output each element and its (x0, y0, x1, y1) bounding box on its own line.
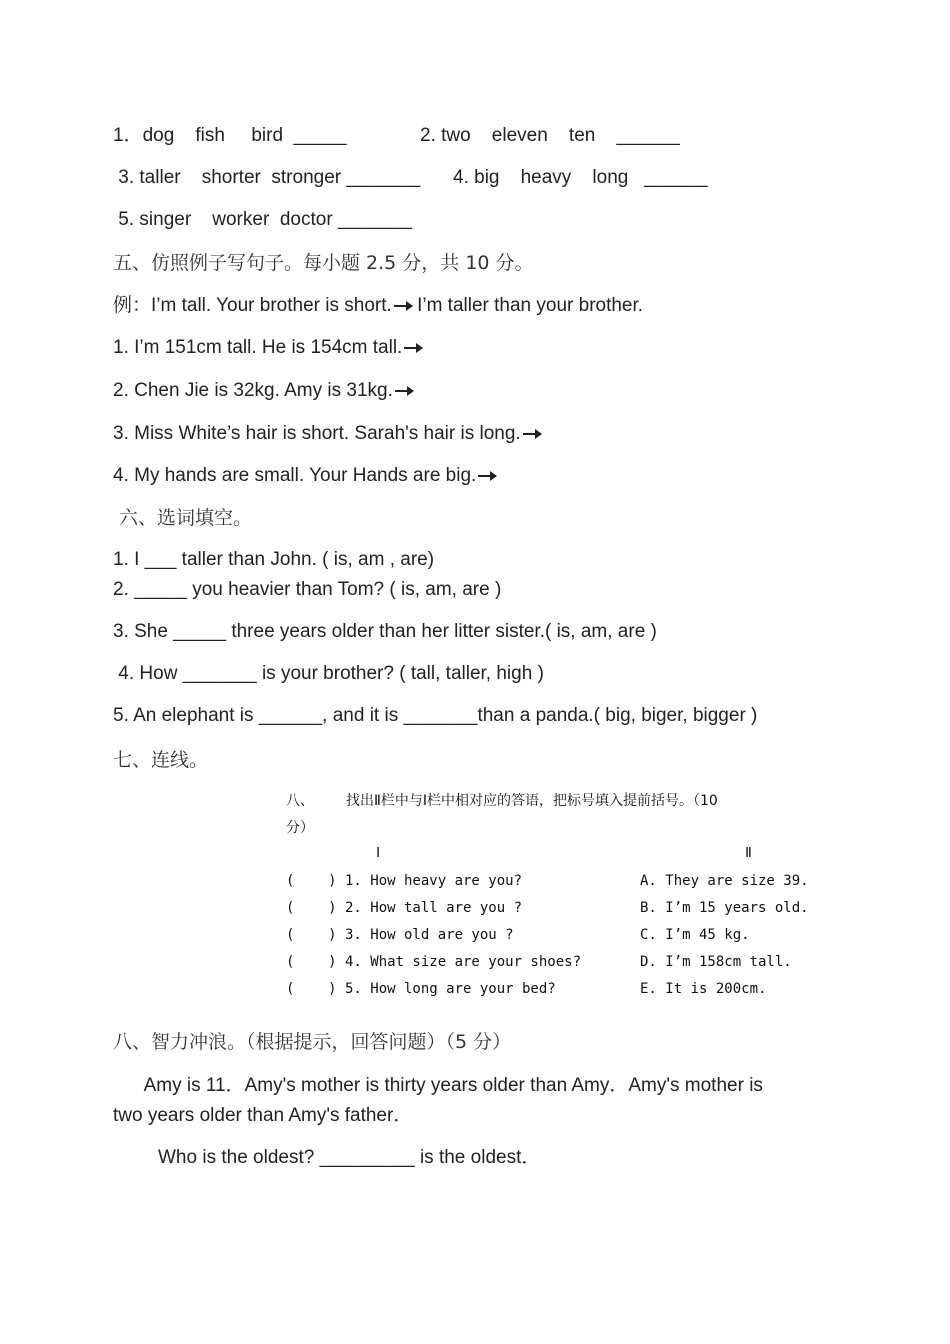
section5-item-2 (113, 379, 413, 403)
left-item-1: ( ) 1. How heavy are you? (286, 873, 523, 889)
section6-item-2: 2. _____ you heavier than Tom? ( is, am, are ) (113, 579, 502, 600)
arrow-icon (395, 390, 413, 392)
section5-title: 五、仿照例子写句子。每小题 2.5 分，共 10 分。 (113, 252, 534, 274)
matching-heading-number: 八、 (286, 793, 314, 809)
right-item-a: A. They are size 39. (640, 873, 809, 889)
q4-item-4: 4. big heavy long ______ (453, 167, 708, 188)
q4-item-3: 3. taller shorter stronger _______ (113, 167, 421, 188)
left-item-4: ( ) 4. What size are your shoes? (286, 954, 582, 970)
sentence-text: 4. My hands are small. Your Hands are big. (113, 465, 477, 486)
section6-item-4: 4. How _______ is your brother? ( tall, taller, high ) (113, 663, 544, 684)
q4-item-5: 5. singer worker doctor _______ (113, 209, 412, 230)
section6-item-3: 3. She _____ three years older than her litter sister.( is, am, are ) (113, 621, 657, 642)
left-item-2: ( ) 2. How tall are you ? (286, 900, 523, 916)
right-item-d: D. I’m 158cm tall. (640, 954, 792, 970)
column-2-label: Ⅱ (745, 845, 752, 861)
example-prompt: 例：I’m tall. Your brother is short. (113, 295, 392, 316)
section8-question: Who is the oldest? _________ is the oldest． (158, 1147, 541, 1168)
matching-exercise-image (280, 782, 840, 1007)
arrow-icon (478, 475, 496, 477)
right-item-c: C. I’m 45 kg. (640, 927, 750, 943)
matching-heading-cont: 分） (286, 820, 314, 836)
section5-example (113, 294, 643, 318)
section8-para-line-2: two years older than Amy's father． (113, 1105, 413, 1126)
right-item-e: E. It is 200cm. (640, 981, 767, 997)
section5-item-4 (113, 464, 496, 488)
arrow-icon (404, 347, 422, 349)
q4-item-1: 1．dog fish bird _____ (113, 125, 347, 146)
section5-item-3 (113, 422, 541, 446)
arrow-icon (523, 433, 541, 435)
section8-title: 八、智力冲浪。（根据提示，回答问题）（5 分） (113, 1031, 512, 1053)
right-item-b: B. I’m 15 years old. (640, 900, 809, 916)
matching-heading: 找出Ⅱ栏中与Ⅰ栏中相对应的答语，把标号填入提前括号。（10 (346, 793, 718, 809)
left-item-3: ( ) 3. How old are you ? (286, 927, 514, 943)
arrow-icon (394, 305, 412, 307)
section8-para-line-1: Amy is 11．Amy's mother is thirty years older than Amy．Amy's mother is (113, 1075, 763, 1096)
example-answer: I’m taller than your brother. (417, 295, 644, 316)
sentence-text: 1. I’m 151cm tall. He is 154cm tall. (113, 337, 403, 358)
section7-title: 七、连线。 (113, 749, 209, 771)
column-1-label: Ⅰ (376, 845, 381, 861)
section6-item-1: 1. I ___ taller than John. ( is, am , are) (113, 549, 435, 570)
left-item-5: ( ) 5. How long are your bed? (286, 981, 556, 997)
section6-item-5: 5. An elephant is ______, and it is _______than a panda.( big, biger, bigger ) (113, 705, 758, 726)
sentence-text: 3. Miss White’s hair is short. Sarah's hair is long. (113, 423, 521, 444)
sentence-text: 2. Chen Jie is 32kg. Amy is 31kg. (113, 380, 393, 401)
section5-item-1 (113, 336, 422, 360)
section6-title: 六、选词填空。 (113, 507, 253, 529)
q4-item-2: 2. two eleven ten ______ (420, 125, 680, 146)
